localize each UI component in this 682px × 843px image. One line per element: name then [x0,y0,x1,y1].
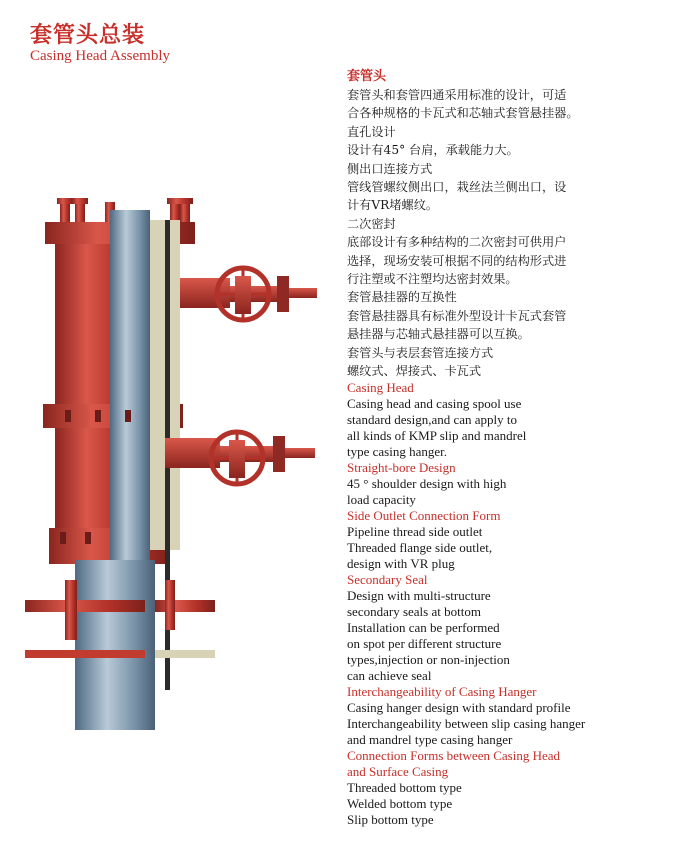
cn-line: 套管头与表层套管连接方式 [347,345,494,360]
cn-line: 套管头和套管四通采用标准的设计，可适 [347,88,567,102]
cn-line: 螺纹式、焊接式、卡瓦式 [347,364,482,379]
en-line: Design with multi-structure [347,588,491,603]
en-line: Threaded bottom type [347,780,462,795]
en-line: standard design,and can apply to [347,412,518,427]
casing-head-assembly-illustration [15,180,350,740]
en-heading: Straight-bore Design [347,460,456,475]
cn-line: 底部设计有多种结构的二次密封可供用户 [347,235,567,250]
lower-valve [165,432,315,484]
english-description [347,380,677,828]
cn-line: 合各种规格的卡瓦式和芯轴式套管悬挂器。 [347,106,579,121]
cn-heading: 套管头 [347,69,387,84]
en-line: Interchangeability between slip casing hanger [347,716,586,731]
en-line: Welded bottom type [347,796,453,811]
en-line: can achieve seal [347,668,432,683]
en-heading: Side Outlet Connection Form [347,508,501,523]
en-line: load capacity [347,492,416,507]
en-line: secondary seals at bottom [347,604,481,619]
left-support-plate [25,600,145,612]
en-line: Threaded flange side outlet, [347,540,493,555]
en-line: all kinds of KMP slip and mandrel [347,428,527,443]
cn-line: 悬挂器与芯轴式悬挂器可以互换。 [347,327,530,342]
cn-line: 选择，现场安装可根据不同的结构形式进 [347,253,567,268]
en-line: Casing head and casing spool use [347,396,522,411]
en-heading: Connection Forms between Casing Head [347,748,561,763]
right-support-plate [155,600,215,612]
page-title-en: Casing Head Assembly [30,48,170,64]
cn-line: 设计有45° 台肩，承载能力大。 [347,143,519,158]
en-line: and mandrel type casing hanger [347,732,513,747]
en-line: types,injection or non-injection [347,652,510,667]
en-line: Installation can be performed [347,620,500,635]
en-line: Casing hanger design with standard profile [347,700,571,715]
cn-line: 侧出口连接方式 [347,161,433,176]
en-line: Pipeline thread side outlet [347,524,483,539]
en-heading: Secondary Seal [347,572,428,587]
en-line: type casing hanger. [347,444,447,459]
en-line: on spot per different structure [347,636,502,651]
cn-line: 管线管螺纹侧出口，栽丝法兰侧出口，设 [347,180,567,195]
en-line: design with VR plug [347,556,455,571]
chinese-description [347,68,677,381]
en-heading: Interchangeability of Casing Hanger [347,684,537,699]
cn-line: 行注塑或不注塑均达密封效果。 [347,272,518,287]
upper-valve [180,268,317,320]
page-title-cn: 套管头总装 [30,23,146,48]
cn-line: 套管悬挂器的互换性 [347,290,457,305]
en-line: Slip bottom type [347,812,434,827]
cn-line: 二次密封 [347,216,396,231]
en-heading: and Surface Casing [347,764,449,779]
en-line: 45 ° shoulder design with high [347,476,507,491]
cn-line: 套管悬挂器具有标准外型设计卡瓦式套管 [347,308,567,323]
cn-line: 直孔设计 [347,124,396,139]
cn-line: 计有VR堵螺纹。 [347,198,439,213]
surface-casing [75,560,155,730]
en-heading: Casing Head [347,380,414,395]
